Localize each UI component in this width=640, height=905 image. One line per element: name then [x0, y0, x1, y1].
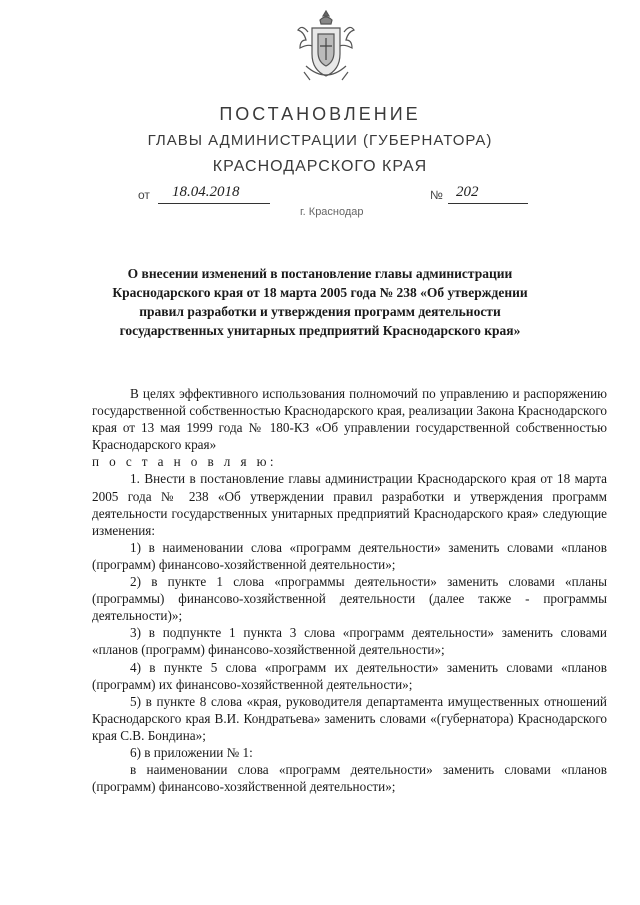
document-type-heading: ПОСТАНОВЛЕНИЕ — [219, 104, 421, 124]
document-body — [92, 385, 607, 795]
body-paragraph: 6) в приложении № 1: — [130, 744, 253, 760]
title-line: правил разработки и утверждения программ деятельности — [139, 304, 501, 319]
body-paragraph: 1) в наименовании слова «программ деятельности» заменить словами «планов (программ) финансово-хозяйственной деятельности»; — [92, 539, 607, 572]
body-paragraph: 3) в подпункте 1 пункта 3 слова «программ деятельности» заменить словами «планов (программ) финансово-хозяйственной деятельности»; — [92, 625, 607, 658]
body-paragraph: 4) в пункте 5 слова «программ их деятельности» заменить словами «планов (программ) их финансово-хозяйственной деятельности»; — [92, 659, 607, 692]
body-paragraph: 2) в пункте 1 слова «программы деятельности» заменить словами «планы (программы) финансово-хозяйственной деятельности (далее также - программы деятельности)»; — [92, 574, 607, 624]
title-line: Краснодарского края от 18 марта 2005 года № 238 «Об утверждении — [112, 285, 528, 300]
body-paragraph: 1. Внести в постановление главы администрации Краснодарского края от 18 марта 2005 года № 238 «Об утверждении правил разработки и утверждения программ деятельности государственных унитарных предприятий Краснодарского края» следующие изменения: — [92, 471, 607, 538]
number-value: 202 — [456, 184, 479, 200]
date-label: от — [138, 188, 150, 202]
body-paragraph: 5) в пункте 8 слова «края, руководителя департамента имущественных отношений Краснодарского края В.И. Кондратьева» заменить словами «(губернатора) Краснодарского края С.В. Бондина»; — [92, 693, 607, 743]
date-value: 18.04.2018 — [172, 184, 240, 200]
body-paragraph: в наименовании слова «программ деятельности» заменить словами «планов (программ) финансово-хозяйственной деятельности»; — [92, 762, 607, 795]
region-heading: КРАСНОДАРСКОГО КРАЯ — [212, 158, 428, 175]
city-label: г. Краснодар — [300, 206, 364, 218]
number-underline — [448, 203, 528, 204]
title-line: государственных унитарных предприятий Краснодарского края» — [119, 323, 521, 338]
decree-word: п о с т а н о в л я ю: — [92, 454, 277, 470]
document-title — [100, 264, 540, 340]
date-underline — [158, 203, 270, 204]
issuer-heading: ГЛАВЫ АДМИНИСТРАЦИИ (ГУБЕРНАТОРА) — [147, 132, 493, 149]
body-paragraph: В целях эффективного использования полномочий по управлению и распоряжению государственной собственностью Краснодарского края, реализации Закона Краснодарского края от 13 мая 1999 года № 180-КЗ «Об управлении государственной собственностью Краснодарского края» — [92, 386, 607, 453]
title-line: О внесении изменений в постановление главы администрации — [127, 266, 513, 281]
number-label: № — [430, 188, 443, 202]
coat-of-arms-emblem — [296, 10, 356, 86]
